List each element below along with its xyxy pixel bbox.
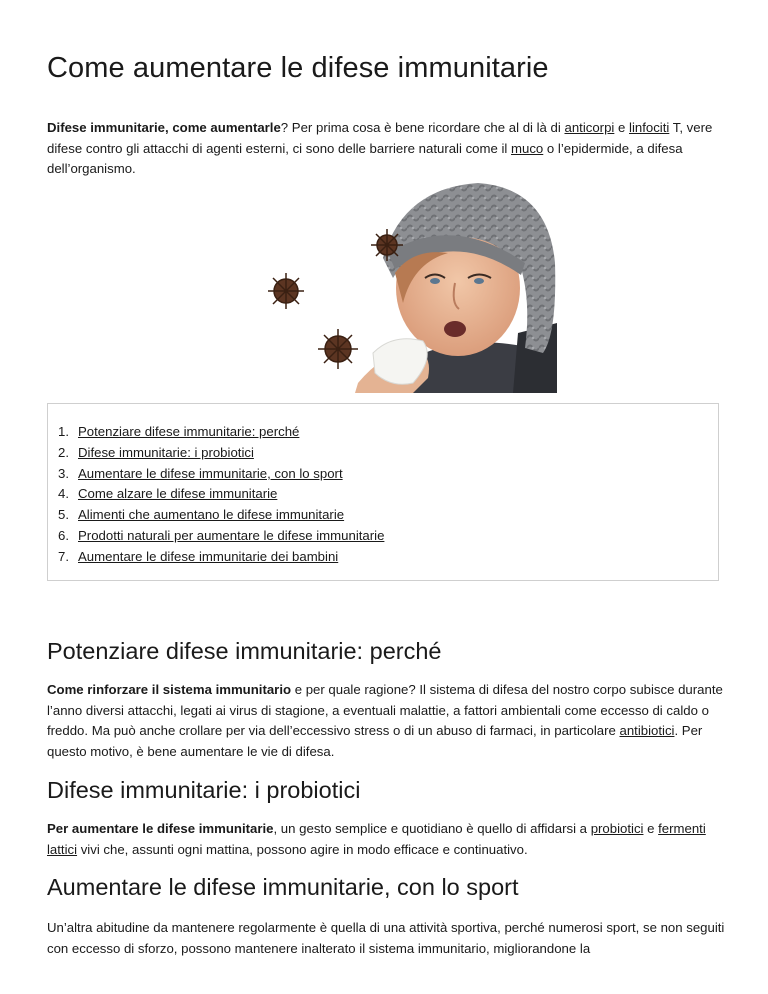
toc-item-number: 5. (58, 507, 69, 523)
intro-text-4: o l’epidermide, a difesa dell’organismo. (47, 140, 683, 176)
link-probiotici[interactable]: probiotici (590, 821, 644, 836)
section2-text-1: , un gesto semplice e quotidiano è quello di affidarsi a (273, 821, 591, 836)
toc-link[interactable]: Potenziare difese immunitarie: perché (78, 424, 300, 439)
toc-item (58, 484, 384, 505)
toc-link[interactable]: Aumentare le difese immunitarie dei bambini (78, 548, 339, 564)
section1-text-1: e per quale ragione? Il sistema di difesa del nostro corpo subisce durante l’anno diversi attacchi, legati ai virus di stagione, a eventuali malattie, a fattori ambientali come eccesso di caldo o freddo. Ma può anche crollare per via dell’eccessivo stress o di un abuso di farmaci, in particolare (47, 682, 723, 738)
intro-text-3: T, vere difese contro gli attacchi di agenti esterni, ci sono delle barriere naturali come il (47, 120, 713, 156)
intro-bold: Difese immunitarie, come aumentarle (47, 120, 281, 135)
toc-item (58, 422, 384, 443)
link-muco[interactable]: muco (511, 140, 544, 156)
section2-bold: Per aumentare le difese immunitarie (47, 821, 274, 836)
link-antibiotici[interactable]: antibiotici (619, 723, 675, 738)
link-linfociti[interactable]: linfociti (629, 120, 670, 135)
toc-item-number: 2. (58, 444, 69, 460)
toc-list (58, 422, 384, 568)
toc-link[interactable]: Come alzare le difese immunitarie (78, 486, 278, 502)
section3-text-1: Un’altra abitudine da mantenere regolarmente è quella di una attività sportiva, perché numerosi sport, se non seguiti con eccesso di sforzo, possono mantenere inalterato il sistema immunitario, migliorandone la (47, 920, 725, 956)
section1-bold: Come rinforzare il sistema immunitario (47, 682, 292, 697)
toc-link[interactable]: Prodotti naturali per aumentare le difese immunitarie (78, 527, 385, 543)
toc-item (58, 505, 384, 526)
section1-text-2: . Per questo motivo, è bene aumentare le vie di difesa. (47, 723, 703, 759)
toc-link[interactable]: Alimenti che aumentano le difese immunitarie (78, 507, 345, 523)
section-heading-sport: Aumentare le difese immunitarie, con lo sport (47, 874, 519, 900)
toc-item (58, 464, 384, 485)
link-anticorpi[interactable]: anticorpi (564, 120, 615, 135)
table-of-contents (47, 403, 719, 581)
toc-link[interactable]: Difese immunitarie: i probiotici (78, 444, 254, 460)
section-paragraph-perche (47, 680, 727, 762)
toc-item-number: 4. (58, 486, 69, 502)
toc-item (58, 526, 384, 547)
page-title: Come aumentare le difese immunitarie (47, 52, 549, 84)
toc-item-number: 6. (58, 527, 69, 543)
intro-paragraph (47, 118, 727, 180)
sneezing-woman-illustration (263, 183, 557, 393)
section-paragraph-sport (47, 918, 727, 959)
section-heading-probiotici: Difese immunitarie: i probiotici (47, 777, 361, 803)
section-heading-perche: Potenziare difese immunitarie: perché (47, 638, 442, 664)
section-paragraph-probiotici (47, 819, 727, 860)
toc-item (58, 547, 384, 568)
intro-text-1: ? Per prima cosa è bene ricordare che al di là di (280, 120, 565, 135)
section2-text-3: vivi che, assunti ogni mattina, possono agire in modo efficace e continuativo. (77, 841, 528, 857)
toc-item (58, 443, 384, 464)
section2-text-2: e (643, 821, 659, 836)
hero-image (263, 183, 557, 393)
toc-item-number: 3. (58, 465, 69, 481)
toc-item-number: 1. (58, 424, 69, 439)
toc-item-number: 7. (58, 548, 69, 564)
link-fermenti-lattici[interactable]: fermenti lattici (47, 821, 706, 857)
toc-link[interactable]: Aumentare le difese immunitarie, con lo sport (78, 465, 343, 481)
intro-text-2: e (614, 120, 630, 135)
